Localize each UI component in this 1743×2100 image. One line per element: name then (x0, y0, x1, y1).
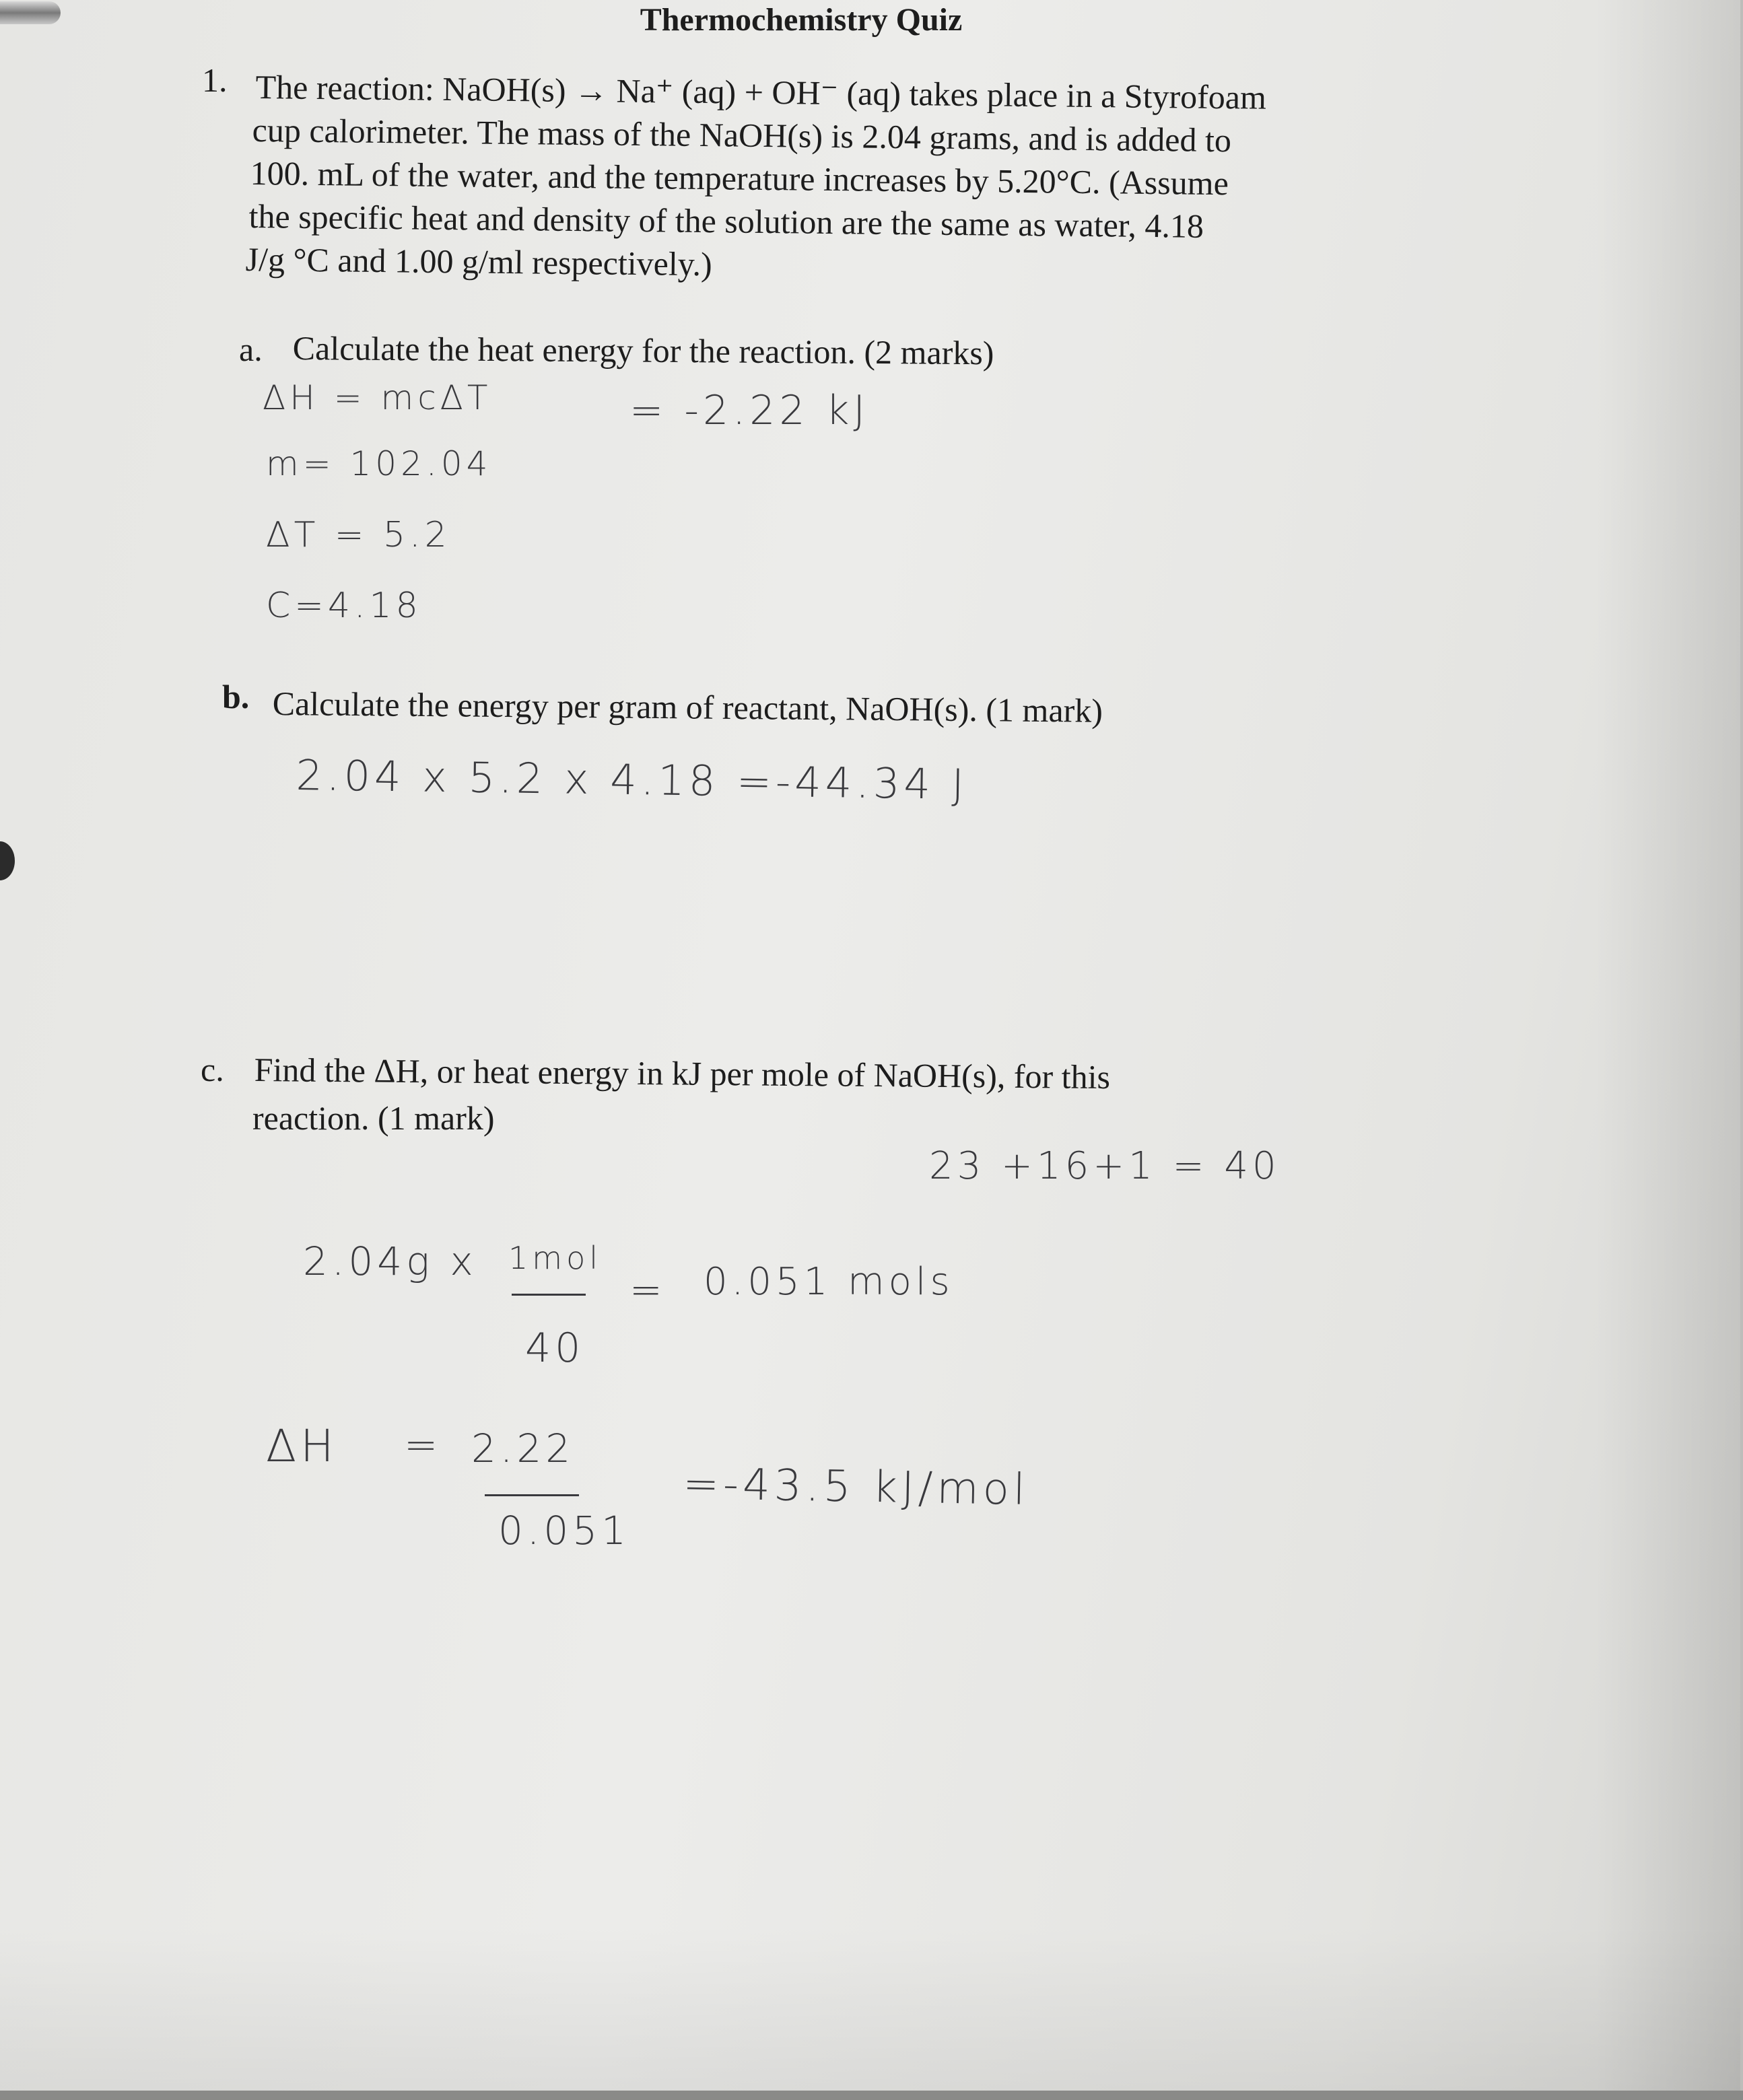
part-c-delta-h-denominator: 0.051 (498, 1508, 631, 1553)
part-c-molar-mass: 23 +16+1 = 40 (929, 1144, 1280, 1188)
part-a-formula: ΔH = mcΔT (263, 378, 492, 417)
part-b-calculation: 2.04 x 5.2 x 4.18 =-44.34 J (295, 750, 969, 809)
part-a-result: = -2.22 kJ (629, 387, 870, 434)
question-line-3: 100. mL of the water, and the temperature increases by 5.20°C. (Assume (250, 153, 1229, 203)
part-c-mol-numerator: 1mol (508, 1240, 602, 1276)
part-c-moles: 0.051 mols (704, 1260, 954, 1304)
page-bottom-edge (0, 2091, 1743, 2100)
part-b-label: b. (222, 678, 250, 715)
question-line-2: cup calorimeter. The mass of the NaOH(s) is 2.04 grams, and is added to (252, 110, 1232, 160)
page-edge (1740, 0, 1743, 2100)
part-c-fraction-bar (512, 1294, 586, 1296)
part-c-delta-h-result: =-43.5 kJ/mol (682, 1459, 1030, 1515)
quiz-title: Thermochemistry Quiz (640, 2, 963, 38)
part-c-delta-h-equals: = (404, 1422, 442, 1469)
question-number: 1. (202, 61, 228, 99)
part-c-delta-h-fraction-bar (485, 1494, 579, 1496)
part-a-text: Calculate the heat energy for the reaction. (2 marks) (292, 328, 994, 372)
part-a-mass: m= 102.04 (266, 444, 492, 483)
part-c-mass: 2.04g x (303, 1238, 477, 1284)
part-c-mol-denominator: 40 (525, 1325, 585, 1372)
part-c-label: c. (201, 1051, 224, 1088)
part-b-text: Calculate the energy per gram of reactant, NaOH(s). (1 mark) (272, 684, 1103, 730)
part-c-delta-h-numerator: 2.22 (471, 1426, 575, 1471)
page-shadow-bottom (0, 1925, 1743, 2100)
part-a-delta-t: ΔT = 5.2 (266, 515, 451, 555)
question-line-5: J/g °C and 1.00 g/ml respectively.) (245, 240, 712, 283)
question-line-4: the specific heat and density of the solution are the same as water, 4.18 (248, 197, 1204, 245)
part-a-specific-heat: C=4.18 (266, 586, 422, 626)
question-line-1: The reaction: NaOH(s) → Na⁺ (aq) + OH⁻ (aq) takes place in a Styrofoam (255, 67, 1267, 116)
part-a-label: a. (239, 330, 263, 368)
part-c-text-line-2: reaction. (1 mark) (252, 1099, 495, 1137)
page-shadow-right (1595, 0, 1743, 2100)
part-c-text-line-1: Find the ΔH, or heat energy in kJ per mole of NaOH(s), for this (254, 1051, 1111, 1096)
punch-hole (0, 841, 15, 880)
part-c-delta-h-label: ΔH (266, 1420, 338, 1472)
part-c-equals: = (629, 1267, 667, 1312)
